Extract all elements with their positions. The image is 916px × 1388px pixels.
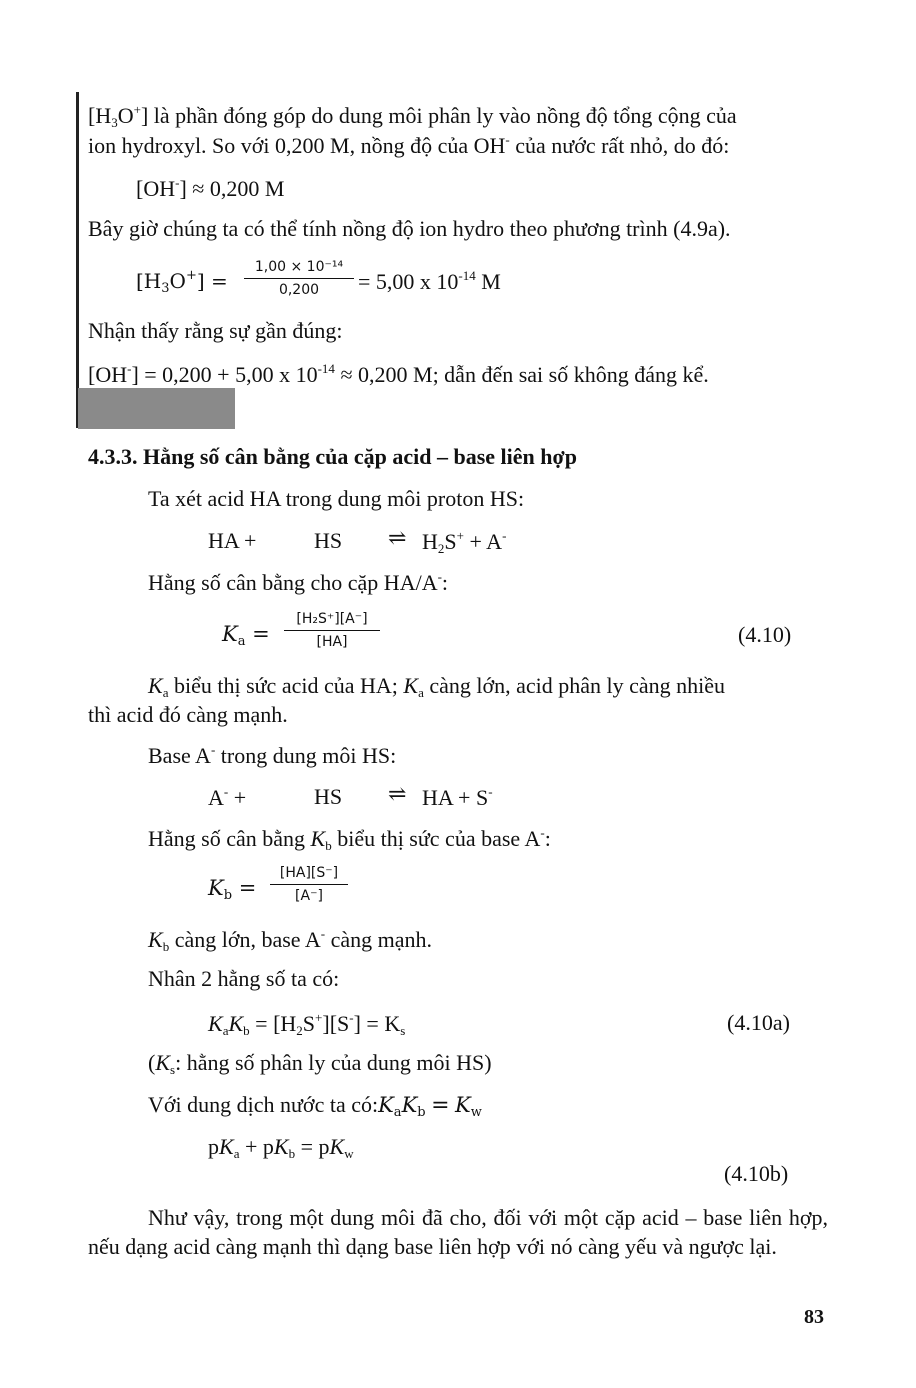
fraction-denominator: [HA] xyxy=(316,634,348,650)
equation-number: (4.10) xyxy=(738,622,792,647)
paragraph: ($K_s$: hằng số phân ly của dung môi HS) xyxy=(148,1050,492,1077)
equilibrium-arrow: ⇌ xyxy=(388,526,407,551)
kb-symbol: $K_b$ = xyxy=(208,876,257,903)
paragraph: Như vậy, trong một dung môi đã cho, đối với một cặp acid – base liên hợp, nếu dạng acid càng mạnh thì dạng base liên hợp với nó càng yếu và ngược lại. xyxy=(88,1205,828,1259)
equation-pk: $pK_a + pK_b = pK_w$ xyxy=(208,1134,354,1161)
paragraph: Base A- trong dung môi HS: xyxy=(148,742,397,768)
section-heading: 4.3.3. Hằng số cân bằng của cặp acid – base liên hợp xyxy=(88,444,577,469)
reaction-reactant: HA + xyxy=(208,528,257,553)
equation-oh: [OH-] ≈ 0,200 M xyxy=(136,175,285,201)
paragraph: Hằng số cân bằng $K_b$ biểu thị sức của base A-: xyxy=(148,825,551,853)
reaction-solvent: HS xyxy=(314,784,343,809)
paragraph: Hằng số cân bằng cho cặp HA/A-: xyxy=(148,569,449,595)
reaction-reactant: A- + xyxy=(208,784,247,810)
reaction-solvent: HS xyxy=(314,528,343,553)
fraction-kb xyxy=(270,864,348,905)
fraction-denominator: [A⁻] xyxy=(295,888,323,904)
reaction-product: HA + S- xyxy=(422,784,493,810)
paragraph: Nhân 2 hằng số ta có: xyxy=(148,966,340,991)
text-line: ion hydroxyl. So với 0,200 M, nồng độ của OH- của nước rất nhỏ, do đó: xyxy=(88,132,730,158)
text-line: Bây giờ chúng ta có thể tính nồng độ ion hydro theo phương trình (4.9a). xyxy=(88,216,731,241)
equation-h3o-lhs: $[H_3O^+]$ = xyxy=(136,268,228,296)
equation-number: (4.10b) xyxy=(724,1161,789,1186)
fraction-numerator: [H₂S⁺][A⁻] xyxy=(296,611,368,627)
fraction-ka xyxy=(284,610,380,651)
fraction-denominator: 0,200 xyxy=(278,282,320,298)
paragraph: Ta xét acid HA trong dung môi proton HS: xyxy=(148,486,525,511)
paragraph: Với dung dịch nước ta $có:K_aK_b = K_w$ xyxy=(148,1092,482,1120)
equilibrium-arrow: ⇌ xyxy=(388,782,407,807)
paragraph: thì acid đó càng mạnh. xyxy=(88,702,288,727)
page-number: 83 xyxy=(804,1306,824,1328)
paragraph: $K_b$ càng lớn, base A- càng mạnh. xyxy=(148,926,432,954)
left-margin-bar xyxy=(76,92,79,428)
paragraph: $K_a$ biểu thị sức acid của HA; $K_a$ càng lớn, acid phân ly càng nhiều xyxy=(148,673,726,700)
reaction-product: $H_2S^+ + A^-$ xyxy=(422,528,507,556)
fraction-h3o xyxy=(244,258,354,299)
equation-kakb: $K_aK_b = [H_2S^+][S^-] = K_s$ xyxy=(208,1010,406,1038)
ka-symbol: $K_a$ = xyxy=(222,622,270,649)
text-line: [OH-] = 0,200 + 5,00 x $10^{-14} \approx 0,200$ M; dẫn đến sai số không đáng kể. xyxy=(88,361,709,387)
text-line: Nhận thấy rằng sự gần đúng: xyxy=(88,318,343,343)
equation-h3o-result: = 5,00 x $10^{-14}$ M xyxy=(358,268,501,294)
gray-block xyxy=(78,388,235,429)
text-line: $[H_3O^+]$ là phần đóng góp do dung môi phân ly vào nồng độ tổng cộng của xyxy=(88,102,737,130)
fraction-numerator: 1,00 × 10⁻¹⁴ xyxy=(254,259,344,275)
fraction-numerator: [HA][S⁻] xyxy=(279,865,339,881)
equation-number: (4.10a) xyxy=(727,1010,790,1035)
